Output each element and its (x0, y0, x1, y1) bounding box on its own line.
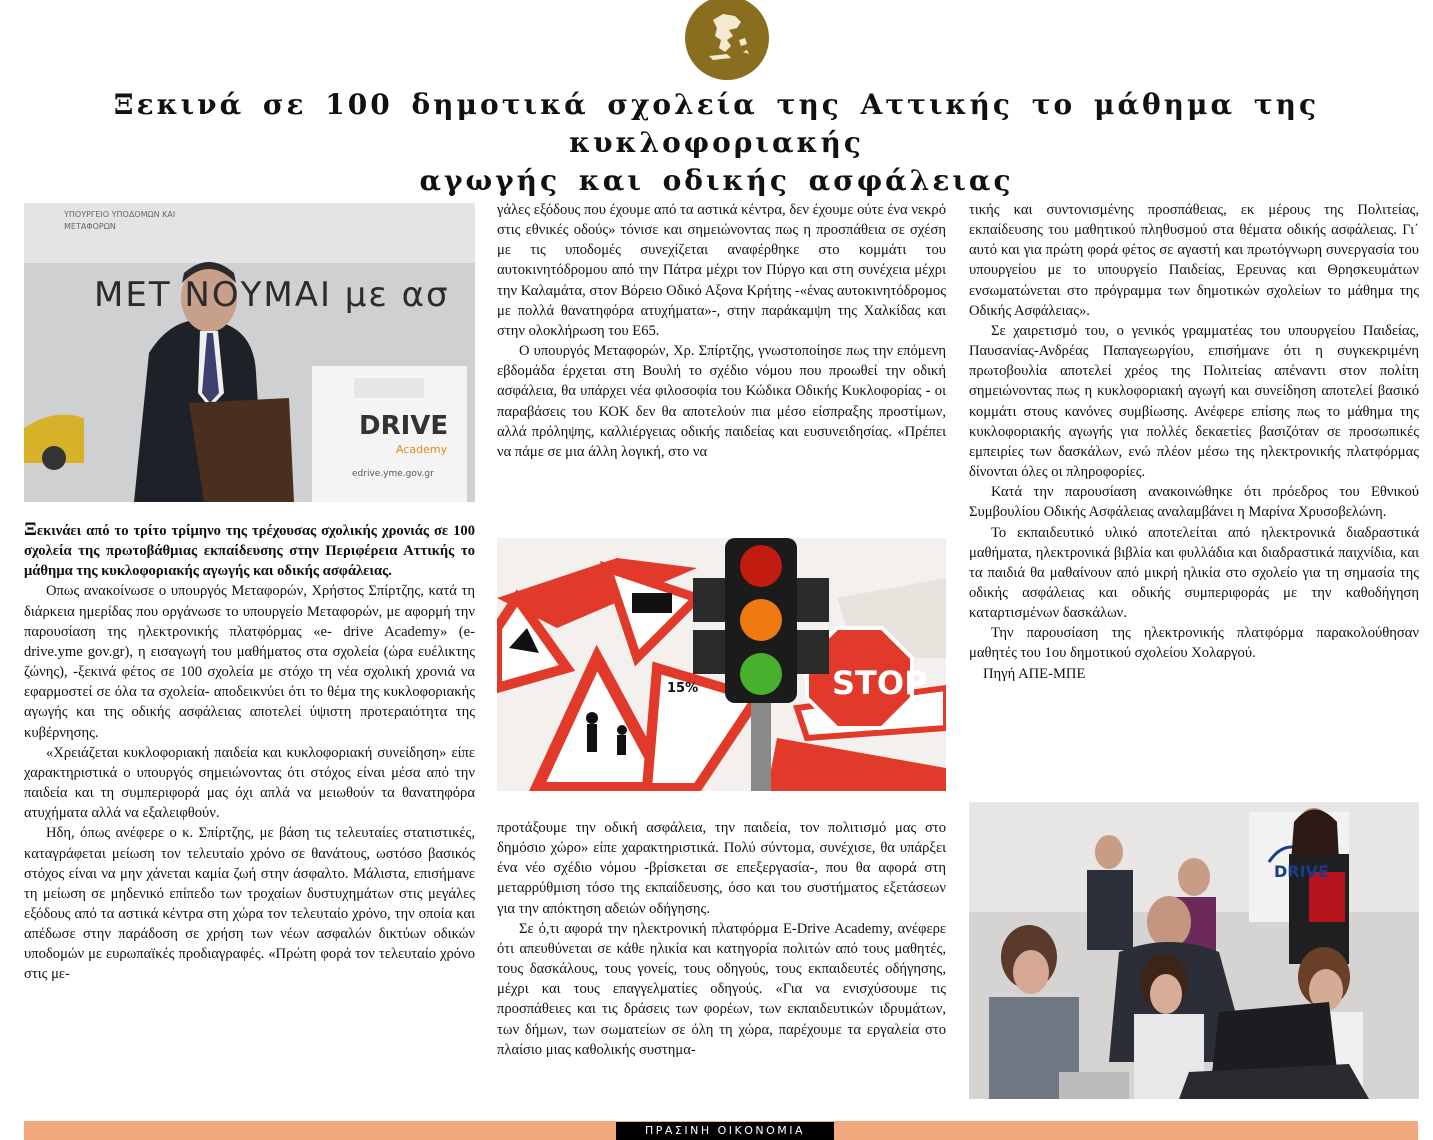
podium-logo-sub: Academy (396, 443, 448, 456)
stop-sign-text: STOP (832, 664, 928, 702)
col3-paragraph-4: Το εκπαιδευτικό υλικό αποτελείται από ηλεκτρονικά διαδραστικά μαθήματα, ηλεκτρονικά βιβλία και φυλλάδια και διαδραστικά παιχνίδια, και τα παιδιά θα μαθαίνουν από μικρή ηλικία στο σχολείο για τη σημασία της οδικής ασφάλειας και οδικής συμπεριφοράς με την καθοδήγηση καταρτισμένων δασκάλων. (969, 524, 1419, 622)
traffic-light-and-road-signs-photo (497, 538, 946, 791)
col2-paragraph-3: προτάξουμε την οδική ασφάλεια, την παιδεία, τον πολιτισμό μας στο δημόσιο χώρο» είπε χαρακτηριστικά. Πολύ σύντομα, συνέχισε, θα υπάρξει ένα νέο σχέδιο νόμου -βρίσκεται σε επεξεργασία-, που θα αφορά στη μεταρρύθμιση τόσο της εκπαίδευσης, όσο και του συστήματος εξετάσεων για την απόκτηση αδειών οδήγησης. (497, 820, 946, 917)
article-column-1 (24, 520, 475, 985)
lead-paragraph (24, 520, 475, 581)
headline-line-2: αγωγής και οδικής ασφάλειας (419, 164, 1014, 197)
podium-logo: DRIVE (359, 411, 449, 441)
podium-url: edrive.yme.gov.gr (352, 469, 434, 479)
col3-paragraph-1: τικής και συντονισμένης προσπάθειας, εκ μέρους της Πολιτείας, εκπαίδευσης του μαθητικού πληθυσμού στα θέματα οδικής ασφάλειας. Γι΄ αυτό και για πρώτη φορά φέτος σε αγαστή και πρωτόγνωρη συνεργασία του υπουργείου με το υπουργείο Παιδείας, Ερευνας και Θρησκευμάτων ενσωματώνεται στο πρόγραμμα των δημοτικών σχολείων το μάθημα της Οδικής Ασφάλειας». (969, 202, 1419, 319)
photo-banner-drive: DRIVE (1274, 862, 1329, 881)
col1-paragraph-1: Οπως ανακοίνωσε ο υπουργός Μεταφορών, Χρήστος Σπίρτζης, κατά τη διάρκεια ημερίδας που οργάνωσε το υπουργείο Μεταφορών, με αφορμή την παρουσίαση της ηλεκτρονικής πλατφόρμας «e- drive Academy» (e-drive.yme gov.gr), η εισαγωγή του μαθήματος στα σχολεία (ώρα ευέλικτης ζώνης), -ξεκινά φέτος σε 100 σχολεία με στόχο τη νέα σχολική χρονιά να εφαρμοστεί σε όλα τα σχολεία- αποδεικνύει ότι το θέμα της κυκλοφοριακής αγωγής και της οδικής ασφάλειας αποτελεί ύψιστη προτεραιότητα της κυβέρνησης. (24, 583, 475, 741)
headline-line-1: Ξεκινά σε 100 δημοτικά σχολεία της Αττικής το μάθημα της κυκλοφοριακής (113, 88, 1320, 159)
col1-paragraph-2: «Χρειάζεται κυκλοφοριακή παιδεία και κυκλοφοριακή συνείδηση» είπε χαρακτηριστικά ο υπουργός σημειώνοντας ότι στόχος είναι μέσα από την παιδεία και τη συμπεριφορά μας όχι απλά να μειωθούν τα θανατηφόρα ατυχήματα αλλά να εξαλειφθούν. (24, 744, 475, 822)
lead-text: εκινάει από το τρίτο τρίμηνο της τρέχουσας σχολικής χρονιάς σε 100 σχολεία της πρωτοβάθμιας εκπαίδευσης στην Περιφέρεια Αττικής το μάθημα της κυκλοφοριακής αγωγής και οδικής ασφάλειας. (24, 523, 475, 580)
photo-banner-text: ΥΠΟΥΡΓΕΙΟ ΥΠΟΔΟΜΩΝ ΚΑΙ ΜΕΤΑΦΟΡΩΝ (64, 210, 176, 231)
col2-paragraph-4: Σε ό,τι αφορά την ηλεκτρονική πλατφόρμα E-Drive Academy, ανέφερε ότι απευθύνεται σε κάθε ηλικία και κατηγορία πολιτών από τους μαθητές, τους δασκάλους, τους γονείς, τους οδηγούς, τους εκπαιδευτές οδήγησης, μέχρι και τους επαγγελματίες οδηγούς. «Για να ενισχύσουμε τις προσπάθειες και τις δράσεις των φορέων, των εκπαιδευτικών ιδρυμάτων, των δήμων, των σωματείων σε όλη τη χώρα, παρέχουμε τα εργαλεία στο πλαίσιο μιας καθολικής συστημα- (497, 920, 946, 1058)
col2-paragraph-2: Ο υπουργός Μεταφορών, Χρ. Σπίρτζης, γνωστοποίησε πως την επόμενη εβδομάδα έρχεται στη Βουλή το σχέδιο νόμου που προωθεί την οδική ασφάλεια, θα υπάρχει νέα φιλοσοφία του Κώδικα Οδικής Κυκλοφορίας - οι παραβάσεις του ΚΟΚ δεν θα αποτελούν πια μέσο είσπραξης προστίμων, αλλά πρόληψης, καλλιέργειας οδικής παιδείας και ευσυνειδησίας. «Πρέπει να πάμε σε μια άλλη λογική, στο να (497, 343, 946, 460)
grade-sign-text: 15% (667, 681, 699, 696)
source-credit: Πηγή ΑΠΕ-ΜΠΕ (983, 665, 1086, 682)
article-column-2-top (497, 200, 946, 462)
col3-paragraph-3: Κατά την παρουσίαση ανακοινώθηκε ότι πρόεδρος του Εθνικού Συμβουλίου Οδικής Ασφάλειας αναλαμβάνει η Μαρίνα Χρυσοβελώνη. (969, 484, 1419, 521)
greek-map-emblem-icon (683, 0, 771, 80)
headline (40, 86, 1393, 200)
article-column-3 (969, 200, 1419, 684)
section-footer-label: ΠΡΑΣΙΝΗ ΟΙΚΟΝΟΜΙΑ (616, 1122, 834, 1140)
children-at-laptop-photo (969, 802, 1419, 1099)
col3-paragraph-2: Σε χαιρετισμό του, ο γενικός γραμματέας του υπουργείου Παιδείας, Παυσανίας-Ανδρέας Παπαγεωργίου, επισήμανε ότι η συγκεκριμένη πρωτοβουλία αποτελεί χρέος της Πολιτείας απέναντι στον πολίτη σημειώνοντας πως η κυκλοφοριακή αγωγή και συνείδηση αποτελεί βασικό κομμάτι στους κανόνες συμβίωσης. Ανέφερε επίσης πως το μάθημα της κυκλοφοριακής αγωγής για πολλές δεκαετίες βασιζόταν σε προσωπικές εμπειρίες των δασκάλων, ενώ πλέον μέσω της ηλεκτρονικής πλατφόρμας δίνονται όλες οι πληροφορίες. (969, 322, 1419, 481)
lead-dropcap: Ξ (24, 519, 37, 540)
col1-paragraph-3: Ηδη, όπως ανέφερε ο κ. Σπίρτζης, με βάση τις τελευταίες στατιστικές, καταγράφεται μείωση τον τελευταίο χρόνο σε θανάτους, ωστόσο βασικός στόχος είναι να μην χάνεται καμία ζωή στην άσφαλτο. Μάλιστα, επισήμανε τη μείωση σε μηδενικό επίπεδο των τροχαίων δυστυχημάτων στις μεγάλες εξόδους από τα αστικά κέντρα στη χώρα τον τελευταίο χρόνο, την οποία και απέδωσε στην παράδοση σε χρήση των νέων ασφαλών δικτύων οδικών υποδομών με ευρωπαϊκές προδιαγραφές. «Πρώτη φορά τον τελευταίο χρόνο στις με- (24, 825, 475, 983)
speaker-at-podium-photo (24, 203, 475, 502)
col2-paragraph-1: γάλες εξόδους που έχουμε από τα αστικά κέντρα, δεν έχουμε ούτε ένα νεκρό στις εθνικές οδούς» τόνισε και σημειώνοντας πως η προσπάθεια σε σχέση με τις υποδομές συνεχίζεται αναφέρθηκε στο κομμάτι του αυτοκινητόδρομου από την Πάτρα μέχρι τον Πύργο και στη συνέχεια μέχρι την Καλαμάτα, στον Βόρειο Οδικό Αξονα Κρήτης -«ένας αυτοκινητόδρομος με πολλά θανατηφόρα ατυχήματα»-, στην παράκαμψη της Χαλκίδας και στην ολοκλήρωση του Ε65. (497, 202, 946, 339)
photo-backdrop-text: ΜΕΤ ΝΟΥΜΑΙ με ασ (94, 275, 450, 315)
col3-paragraph-5: Την παρουσίαση της ηλεκτρονικής πλατφόρμα παρακολούθησαν μαθητές του 1ου δημοτικού σχολείου Χολαργού. (969, 625, 1419, 662)
article-column-2-bottom (497, 818, 946, 1060)
